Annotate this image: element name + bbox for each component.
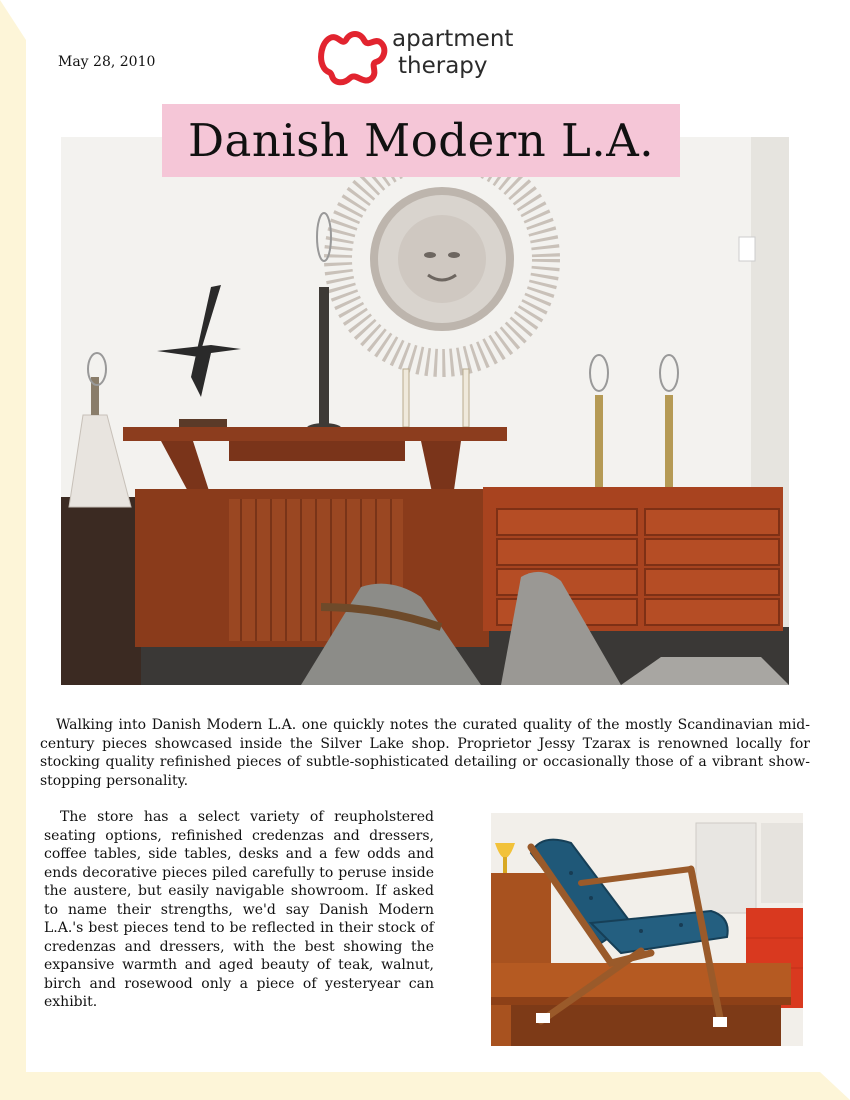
apartment-therapy-logo[interactable] [316,26,546,86]
article-title: Danish Modern L.A. [187,114,655,167]
article-paragraph-2: The store has a select variety of reupholstered seating options, refinished credenzas and dressers, coffee tables, side tables, desks and a few odds and ends decorative pieces piled carefully to peruse inside the austere, but easily navigable showroom. If asked to name their strengths, we'd say Danish Modern L.A.'s best pieces tend to be reflected in their stock of credenzas and dressers, with the best showing the expansive warmth and aged beauty of teak, walnut, birch and rosewood only a piece of yesteryear can exhibit. [44,809,434,1010]
article-title-box [162,104,680,177]
page-frame-left [0,0,26,1100]
logo-line-1: apartment [392,26,514,52]
showroom-photo [61,137,789,685]
publish-date: May 28, 2010 [58,54,156,70]
logo-wordmark [392,26,513,80]
logo-line-2: therapy [398,53,488,79]
lounge-chair-photo [491,813,803,1046]
page-frame-bottom [0,1072,850,1100]
article-paragraph-1: Walking into Danish Modern L.A. one quickly notes the curated quality of the mostly Scandinavian mid-century pieces showcased inside the Silver Lake shop. Proprietor Jessy Tzarax is renowned locally for stocking quality refinished pieces of subtle-sophisticated detailing or occasionally those of a vibrant show-stopping personality. [40,717,810,789]
logo-squiggle-icon [316,28,388,86]
